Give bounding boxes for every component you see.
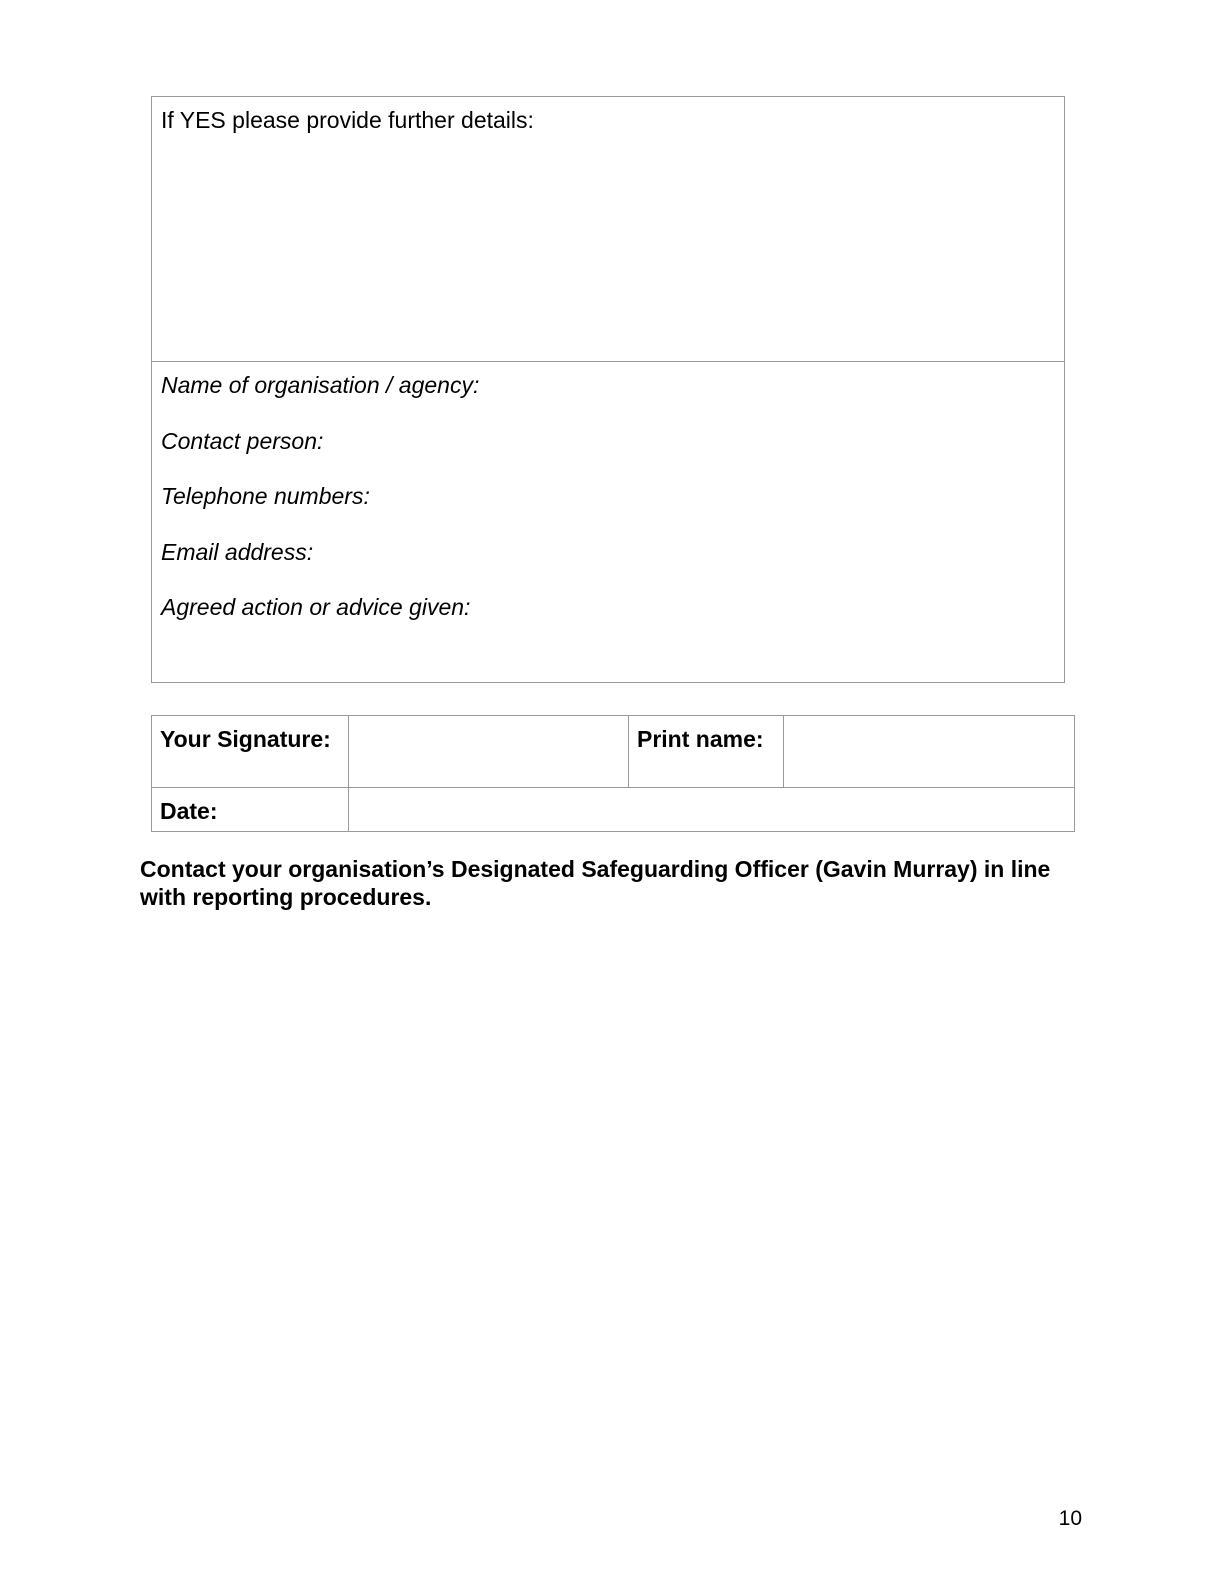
contact-fields (161, 371, 479, 649)
print-name-label: Print name: (629, 716, 784, 788)
further-details-prompt: If YES please provide further details: (161, 107, 534, 133)
email-address-label: Email address: (161, 538, 314, 565)
date-label: Date: (152, 788, 349, 832)
details-box (151, 96, 1065, 683)
date-field[interactable] (349, 788, 1075, 832)
signature-field[interactable] (349, 716, 629, 788)
agreed-action-label: Agreed action or advice given: (161, 594, 471, 620)
signature-row (152, 716, 1075, 788)
safeguarding-notice: Contact your organisation’s Designated Safeguarding Officer (Gavin Murray) in line with reporting procedures. (140, 856, 1051, 910)
page-number: 10 (1058, 1507, 1082, 1530)
contact-person-label: Contact person: (161, 427, 324, 454)
telephone-numbers-label: Telephone numbers: (161, 483, 370, 509)
print-name-field[interactable] (784, 716, 1075, 788)
signature-table (151, 715, 1075, 832)
section-divider (152, 361, 1064, 362)
signature-label: Your Signature: (152, 716, 349, 788)
organisation-name-label: Name of organisation / agency: (161, 372, 480, 398)
date-row (152, 788, 1075, 832)
